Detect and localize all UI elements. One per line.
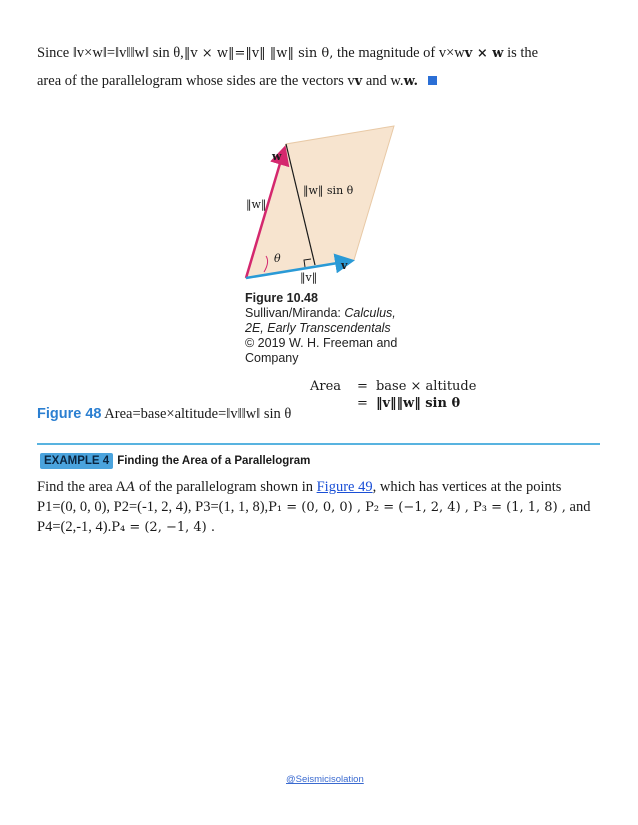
figure-caption-title: Figure 10.48: [245, 291, 318, 305]
points-math: P₁ = (0, 0, 0) , P₂ = (−1, 2, 4) , P₃ = (1, 1, 8) ,: [268, 500, 566, 515]
section-divider: [37, 443, 600, 445]
figure-49-link[interactable]: Figure 49: [316, 479, 373, 495]
area-text: area of the parallelogram whose sides are the vectors v: [37, 73, 355, 89]
altitude-label: ‖w‖ sin θ: [303, 184, 354, 197]
since-text: Since: [37, 45, 70, 61]
example-title: Finding the Area of a Parallelogram: [117, 455, 311, 467]
example-line-2: [37, 497, 590, 518]
point-p4-math: P₄ = (2, −1, 4) .: [111, 520, 215, 535]
footer-watermark: @Seismicisolation: [286, 774, 364, 785]
eq-base-altitude: base × altitude: [375, 379, 477, 394]
vertices-text: , which has vertices at the points: [372, 479, 562, 495]
find-area-text: Find the area: [37, 479, 113, 495]
magnitude-text: the magnitude of v×w: [337, 45, 465, 61]
magnitude-identity-plain: ‖v×w‖=‖v‖‖w‖ sin θ,: [72, 45, 184, 61]
figure-48-equation-plain: Area=base×altitude=‖v‖‖w‖ sin θ: [104, 406, 292, 422]
eq-area-lhs: Area: [310, 379, 342, 394]
figure-caption-line-1: [245, 306, 397, 321]
example-line-3: [37, 517, 215, 538]
point-p4-plain: P4=(2,-1, 4).: [37, 519, 112, 535]
norm-v-label: ‖v‖: [300, 271, 318, 284]
eq-op-1: =: [357, 379, 368, 394]
norm-w-label: ‖w‖: [246, 198, 267, 211]
example-header: [40, 451, 310, 469]
example-line-1: [37, 477, 561, 498]
caption-authors: Sullivan/Miranda:: [245, 306, 345, 320]
magnitude-identity-math: ‖v × w‖=‖v‖ ‖w‖ sin θ,: [183, 46, 334, 61]
v-math: v: [354, 74, 363, 89]
intro-line-1: [37, 43, 538, 64]
parallelogram-text: of the parallelogram shown in: [139, 479, 313, 495]
figure-caption: [245, 291, 397, 366]
w-label: w: [272, 150, 282, 163]
figure-caption-line-3: © 2019 W. H. Freeman and: [245, 336, 398, 350]
eq-norm-product: ‖v‖‖w‖ sin θ: [375, 396, 461, 411]
cross-product-math: v × w: [464, 46, 504, 61]
figure-caption-line-4: Company: [245, 351, 299, 365]
and-text: and: [569, 499, 591, 515]
figure-caption-line-2: 2E, Early Transcendentals: [245, 321, 391, 335]
figure-48-label: Figure 48: [37, 406, 102, 422]
is-the-text: is the: [507, 45, 539, 61]
v-label: v: [341, 259, 348, 272]
intro-line-2: [37, 71, 437, 92]
figure-48-line: [37, 404, 291, 424]
area-var-math: A: [126, 480, 136, 495]
area-equation: [310, 378, 476, 412]
area-var-plain: A: [115, 479, 127, 495]
theta-label: θ: [274, 252, 281, 265]
w-math: w.: [403, 74, 418, 89]
example-badge: EXAMPLE 4: [40, 453, 113, 469]
end-of-proof-icon: [428, 76, 437, 85]
caption-book-1: Calculus,: [344, 306, 396, 320]
and-w-text: and w.: [365, 73, 404, 89]
points-plain: P1=(0, 0, 0), P2=(-1, 2, 4), P3=(1, 1, 8),: [37, 499, 269, 515]
eq-op-2: =: [357, 396, 368, 411]
